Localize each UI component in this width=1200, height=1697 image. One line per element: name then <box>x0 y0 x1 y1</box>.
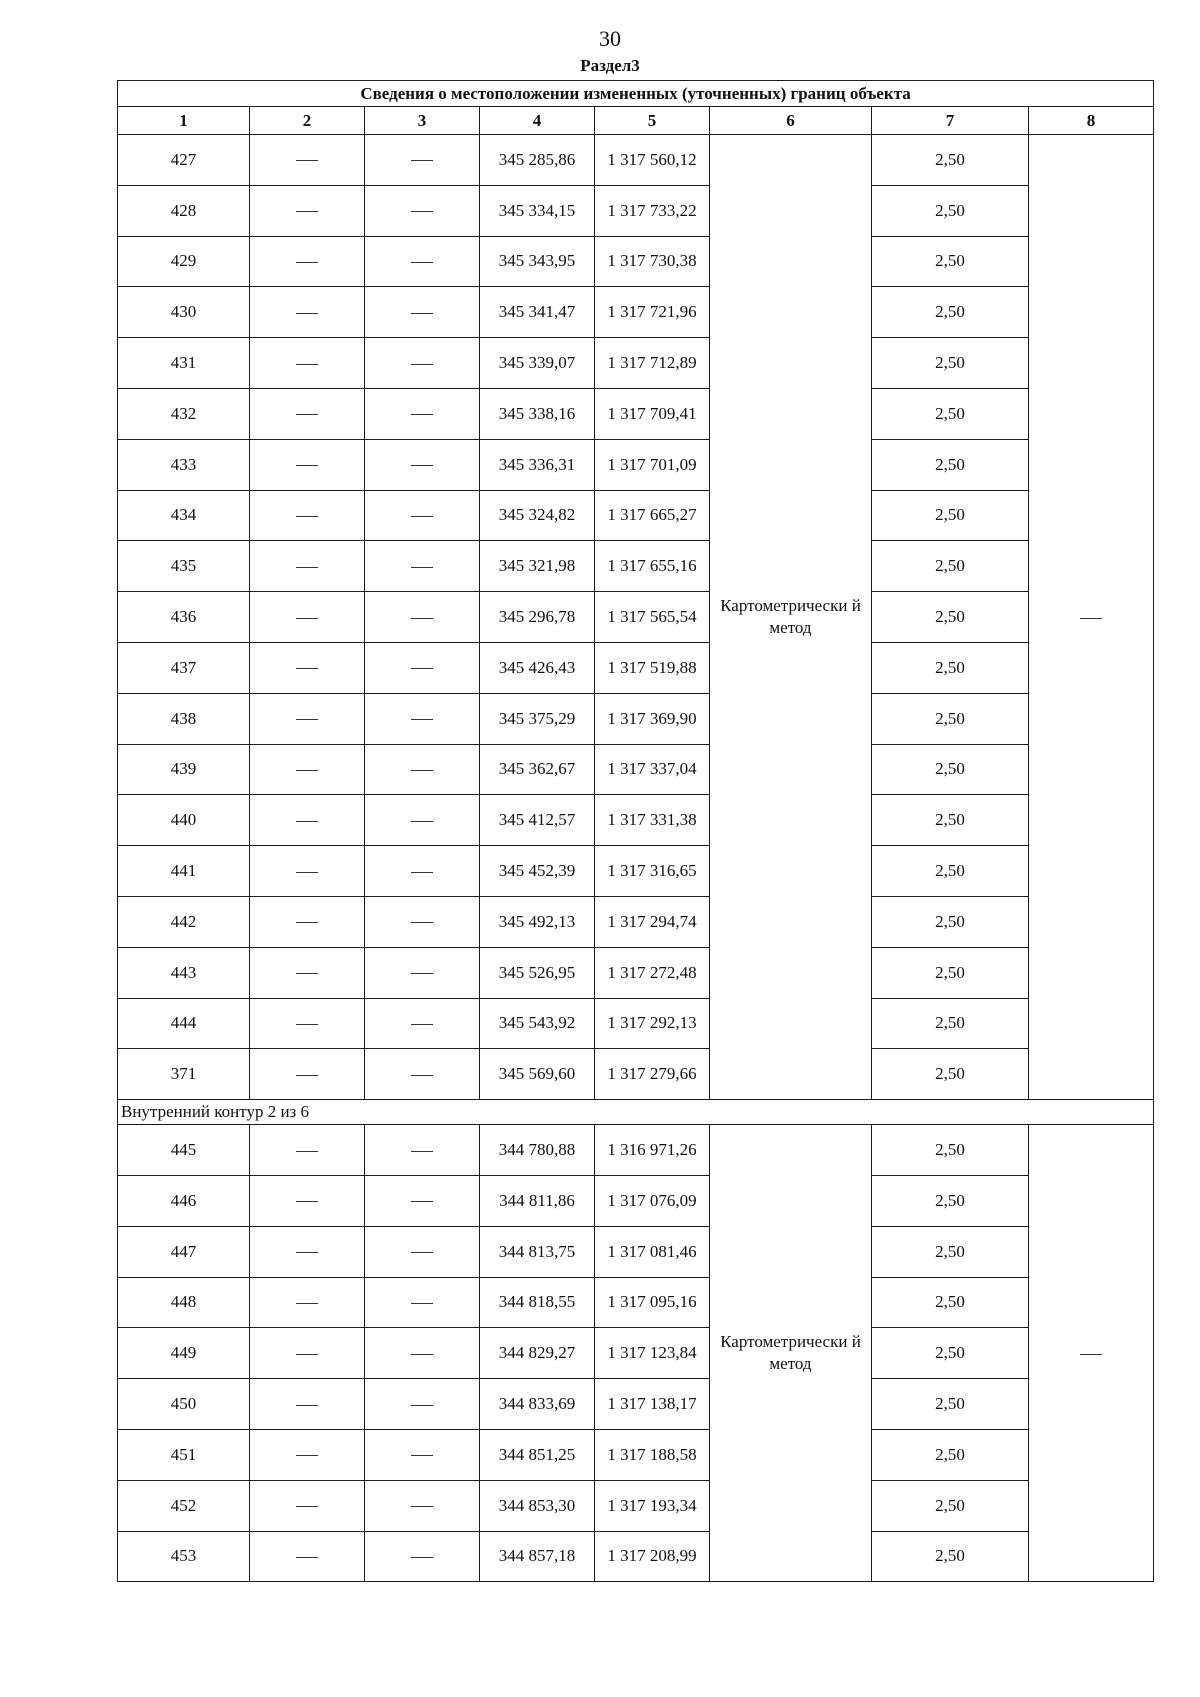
y-coordinate-cell: 1 317 721,96 <box>595 287 710 338</box>
dash-mark <box>296 1354 318 1355</box>
dash-mark <box>411 160 433 161</box>
x-coordinate-cell: 345 334,15 <box>480 185 595 236</box>
table-row <box>118 642 1154 693</box>
col3-cell <box>365 1379 480 1430</box>
col3-cell <box>365 135 480 186</box>
y-coordinate-cell: 1 317 519,88 <box>595 642 710 693</box>
dash-mark <box>411 516 433 517</box>
point-number-cell: 449 <box>118 1328 250 1379</box>
dash-mark <box>296 1557 318 1558</box>
x-coordinate-cell: 345 526,95 <box>480 947 595 998</box>
dash-mark <box>411 770 433 771</box>
col2-cell <box>250 947 365 998</box>
dash-mark <box>296 313 318 314</box>
y-coordinate-cell: 1 317 292,13 <box>595 998 710 1049</box>
dash-mark <box>296 465 318 466</box>
y-coordinate-cell: 1 317 369,90 <box>595 693 710 744</box>
point-number-cell: 432 <box>118 388 250 439</box>
contour-label: Внутренний контур 2 из 6 <box>118 1100 1154 1125</box>
col3-cell <box>365 1226 480 1277</box>
col3-cell <box>365 1277 480 1328</box>
y-coordinate-cell: 1 317 095,16 <box>595 1277 710 1328</box>
dash-mark <box>411 719 433 720</box>
y-coordinate-cell: 1 317 701,09 <box>595 439 710 490</box>
col3-cell <box>365 947 480 998</box>
point-number-cell: 435 <box>118 541 250 592</box>
col3-cell <box>365 388 480 439</box>
col2-cell <box>250 1379 365 1430</box>
column-header: 2 <box>250 107 365 135</box>
table-caption: Сведения о местоположении измененных (уточненных) границ объекта <box>118 81 1154 107</box>
dash-mark <box>296 872 318 873</box>
x-coordinate-cell: 344 829,27 <box>480 1328 595 1379</box>
col3-cell <box>365 338 480 389</box>
dash-mark <box>296 516 318 517</box>
col3-cell <box>365 185 480 236</box>
dash-mark <box>296 618 318 619</box>
col2-cell <box>250 1175 365 1226</box>
y-coordinate-cell: 1 317 123,84 <box>595 1328 710 1379</box>
table-row <box>118 338 1154 389</box>
dash-mark <box>411 262 433 263</box>
precision-cell: 2,50 <box>872 490 1029 541</box>
precision-cell: 2,50 <box>872 1379 1029 1430</box>
x-coordinate-cell: 344 818,55 <box>480 1277 595 1328</box>
precision-cell: 2,50 <box>872 1531 1029 1582</box>
precision-cell: 2,50 <box>872 388 1029 439</box>
precision-cell: 2,50 <box>872 1328 1029 1379</box>
point-number-cell: 451 <box>118 1429 250 1480</box>
col2-cell <box>250 795 365 846</box>
col3-cell <box>365 1175 480 1226</box>
y-coordinate-cell: 1 317 081,46 <box>595 1226 710 1277</box>
x-coordinate-cell: 345 324,82 <box>480 490 595 541</box>
dash-mark <box>296 668 318 669</box>
y-coordinate-cell: 1 317 138,17 <box>595 1379 710 1430</box>
point-number-cell: 447 <box>118 1226 250 1277</box>
x-coordinate-cell: 345 343,95 <box>480 236 595 287</box>
x-coordinate-cell: 344 811,86 <box>480 1175 595 1226</box>
x-coordinate-cell: 344 853,30 <box>480 1480 595 1531</box>
precision-cell: 2,50 <box>872 135 1029 186</box>
page-number: 30 <box>599 26 621 51</box>
col2-cell <box>250 338 365 389</box>
dash-mark <box>411 1075 433 1076</box>
dash-mark <box>296 211 318 212</box>
precision-cell: 2,50 <box>872 1175 1029 1226</box>
dash-mark <box>411 618 433 619</box>
dash-mark <box>296 567 318 568</box>
col2-cell <box>250 490 365 541</box>
dash-mark <box>411 364 433 365</box>
y-coordinate-cell: 1 317 279,66 <box>595 1049 710 1100</box>
col3-cell <box>365 1049 480 1100</box>
y-coordinate-cell: 1 316 971,26 <box>595 1125 710 1176</box>
dash-mark <box>296 1075 318 1076</box>
x-coordinate-cell: 345 321,98 <box>480 541 595 592</box>
coordinates-table <box>117 80 1154 1582</box>
dash-mark <box>411 1024 433 1025</box>
col2-cell <box>250 846 365 897</box>
col3-cell <box>365 744 480 795</box>
y-coordinate-cell: 1 317 188,58 <box>595 1429 710 1480</box>
dash-mark <box>1080 618 1102 619</box>
x-coordinate-cell: 345 341,47 <box>480 287 595 338</box>
table-row <box>118 592 1154 643</box>
table-row <box>118 1049 1154 1100</box>
dash-mark <box>411 1151 433 1152</box>
point-number-cell: 428 <box>118 185 250 236</box>
precision-cell: 2,50 <box>872 947 1029 998</box>
point-number-cell: 434 <box>118 490 250 541</box>
precision-cell: 2,50 <box>872 1429 1029 1480</box>
point-number-cell: 429 <box>118 236 250 287</box>
y-coordinate-cell: 1 317 565,54 <box>595 592 710 643</box>
method-text: Картометрически й метод <box>720 596 861 638</box>
dash-mark <box>1080 1354 1102 1355</box>
y-coordinate-cell: 1 317 665,27 <box>595 490 710 541</box>
col3-cell <box>365 1328 480 1379</box>
table-row <box>118 1480 1154 1531</box>
dash-mark <box>296 1252 318 1253</box>
table-row <box>118 846 1154 897</box>
col2-cell <box>250 1049 365 1100</box>
dash-mark <box>411 465 433 466</box>
column-header: 5 <box>595 107 710 135</box>
x-coordinate-cell: 345 492,13 <box>480 896 595 947</box>
dash-mark <box>296 1506 318 1507</box>
column-header: 1 <box>118 107 250 135</box>
dash-mark <box>296 1201 318 1202</box>
x-coordinate-cell: 345 569,60 <box>480 1049 595 1100</box>
y-coordinate-cell: 1 317 709,41 <box>595 388 710 439</box>
dash-mark <box>296 1024 318 1025</box>
precision-cell: 2,50 <box>872 185 1029 236</box>
col3-cell <box>365 1531 480 1582</box>
point-number-cell: 450 <box>118 1379 250 1430</box>
col2-cell <box>250 287 365 338</box>
y-coordinate-cell: 1 317 193,34 <box>595 1480 710 1531</box>
dash-mark <box>411 313 433 314</box>
y-coordinate-cell: 1 317 076,09 <box>595 1175 710 1226</box>
dash-mark <box>411 1303 433 1304</box>
dash-mark <box>296 1405 318 1406</box>
y-coordinate-cell: 1 317 655,16 <box>595 541 710 592</box>
section-title: Раздел3 <box>580 56 640 75</box>
table-row <box>118 388 1154 439</box>
precision-cell: 2,50 <box>872 1125 1029 1176</box>
x-coordinate-cell: 345 296,78 <box>480 592 595 643</box>
y-coordinate-cell: 1 317 733,22 <box>595 185 710 236</box>
precision-cell: 2,50 <box>872 1480 1029 1531</box>
point-number-cell: 453 <box>118 1531 250 1582</box>
col2-cell <box>250 439 365 490</box>
point-number-cell: 445 <box>118 1125 250 1176</box>
col2-cell <box>250 185 365 236</box>
table-row <box>118 439 1154 490</box>
point-number-cell: 431 <box>118 338 250 389</box>
precision-cell: 2,50 <box>872 338 1029 389</box>
col3-cell <box>365 998 480 1049</box>
dash-mark <box>411 1405 433 1406</box>
point-number-cell: 448 <box>118 1277 250 1328</box>
dash-mark <box>296 364 318 365</box>
point-number-cell: 371 <box>118 1049 250 1100</box>
precision-cell: 2,50 <box>872 1277 1029 1328</box>
point-number-cell: 446 <box>118 1175 250 1226</box>
dash-mark <box>296 1303 318 1304</box>
col2-cell <box>250 896 365 947</box>
dash-mark <box>411 1354 433 1355</box>
x-coordinate-cell: 345 426,43 <box>480 642 595 693</box>
method-cell <box>710 135 872 1100</box>
point-number-cell: 436 <box>118 592 250 643</box>
y-coordinate-cell: 1 317 730,38 <box>595 236 710 287</box>
y-coordinate-cell: 1 317 208,99 <box>595 1531 710 1582</box>
dash-mark <box>411 1252 433 1253</box>
col2-cell <box>250 1480 365 1531</box>
precision-cell: 2,50 <box>872 236 1029 287</box>
column-header: 4 <box>480 107 595 135</box>
col3-cell <box>365 439 480 490</box>
table-row <box>118 1175 1154 1226</box>
point-number-cell: 443 <box>118 947 250 998</box>
x-coordinate-cell: 345 412,57 <box>480 795 595 846</box>
col2-cell <box>250 541 365 592</box>
dash-mark <box>296 922 318 923</box>
precision-cell: 2,50 <box>872 541 1029 592</box>
point-number-cell: 437 <box>118 642 250 693</box>
method-text: Картометрически й метод <box>720 1332 861 1374</box>
dash-mark <box>411 1201 433 1202</box>
table-row <box>118 896 1154 947</box>
col2-cell <box>250 693 365 744</box>
table-row <box>118 744 1154 795</box>
col3-cell <box>365 642 480 693</box>
table-row <box>118 1125 1154 1176</box>
dash-mark <box>296 262 318 263</box>
col3-cell <box>365 287 480 338</box>
table-row <box>118 1379 1154 1430</box>
point-number-cell: 444 <box>118 998 250 1049</box>
x-coordinate-cell: 345 285,86 <box>480 135 595 186</box>
dash-mark <box>411 1455 433 1456</box>
dash-mark <box>411 821 433 822</box>
precision-cell: 2,50 <box>872 592 1029 643</box>
precision-cell: 2,50 <box>872 287 1029 338</box>
table-row <box>118 541 1154 592</box>
col8-cell <box>1029 135 1154 1100</box>
dash-mark <box>296 160 318 161</box>
x-coordinate-cell: 345 543,92 <box>480 998 595 1049</box>
column-header: 8 <box>1029 107 1154 135</box>
col3-cell <box>365 592 480 643</box>
point-number-cell: 430 <box>118 287 250 338</box>
x-coordinate-cell: 344 780,88 <box>480 1125 595 1176</box>
table-row <box>118 287 1154 338</box>
col3-cell <box>365 541 480 592</box>
col3-cell <box>365 1480 480 1531</box>
column-header: 7 <box>872 107 1029 135</box>
table-row <box>118 998 1154 1049</box>
precision-cell: 2,50 <box>872 744 1029 795</box>
contour-label-row <box>118 1100 1154 1125</box>
x-coordinate-cell: 345 362,67 <box>480 744 595 795</box>
x-coordinate-cell: 344 813,75 <box>480 1226 595 1277</box>
col3-cell <box>365 795 480 846</box>
table-row <box>118 1277 1154 1328</box>
point-number-cell: 438 <box>118 693 250 744</box>
col3-cell <box>365 846 480 897</box>
dash-mark <box>296 821 318 822</box>
dash-mark <box>411 973 433 974</box>
dash-mark <box>411 1506 433 1507</box>
dash-mark <box>296 719 318 720</box>
dash-mark <box>411 872 433 873</box>
col2-cell <box>250 1328 365 1379</box>
table-row <box>118 1226 1154 1277</box>
col3-cell <box>365 896 480 947</box>
method-cell <box>710 1125 872 1582</box>
table-row <box>118 1328 1154 1379</box>
table-row <box>118 236 1154 287</box>
col3-cell <box>365 236 480 287</box>
precision-cell: 2,50 <box>872 693 1029 744</box>
col2-cell <box>250 744 365 795</box>
col2-cell <box>250 1226 365 1277</box>
dash-mark <box>411 414 433 415</box>
dash-mark <box>411 922 433 923</box>
point-number-cell: 440 <box>118 795 250 846</box>
table-row <box>118 1531 1154 1582</box>
dash-mark <box>296 770 318 771</box>
x-coordinate-cell: 345 338,16 <box>480 388 595 439</box>
col2-cell <box>250 236 365 287</box>
dash-mark <box>411 567 433 568</box>
col8-cell <box>1029 1125 1154 1582</box>
x-coordinate-cell: 344 851,25 <box>480 1429 595 1480</box>
point-number-cell: 427 <box>118 135 250 186</box>
x-coordinate-cell: 344 857,18 <box>480 1531 595 1582</box>
col3-cell <box>365 1429 480 1480</box>
dash-mark <box>296 973 318 974</box>
col3-cell <box>365 1125 480 1176</box>
col2-cell <box>250 1125 365 1176</box>
precision-cell: 2,50 <box>872 998 1029 1049</box>
y-coordinate-cell: 1 317 712,89 <box>595 338 710 389</box>
column-header: 3 <box>365 107 480 135</box>
col2-cell <box>250 998 365 1049</box>
table-row <box>118 693 1154 744</box>
y-coordinate-cell: 1 317 316,65 <box>595 846 710 897</box>
col2-cell <box>250 592 365 643</box>
table-row <box>118 135 1154 186</box>
col2-cell <box>250 1429 365 1480</box>
x-coordinate-cell: 345 375,29 <box>480 693 595 744</box>
precision-cell: 2,50 <box>872 795 1029 846</box>
table-row <box>118 490 1154 541</box>
y-coordinate-cell: 1 317 560,12 <box>595 135 710 186</box>
table-row <box>118 185 1154 236</box>
dash-mark <box>411 211 433 212</box>
dash-mark <box>296 1455 318 1456</box>
point-number-cell: 442 <box>118 896 250 947</box>
col2-cell <box>250 1531 365 1582</box>
dash-mark <box>296 414 318 415</box>
precision-cell: 2,50 <box>872 439 1029 490</box>
col3-cell <box>365 490 480 541</box>
point-number-cell: 433 <box>118 439 250 490</box>
precision-cell: 2,50 <box>872 1226 1029 1277</box>
table-row <box>118 795 1154 846</box>
dash-mark <box>411 668 433 669</box>
precision-cell: 2,50 <box>872 846 1029 897</box>
column-header: 6 <box>710 107 872 135</box>
dash-mark <box>296 1151 318 1152</box>
precision-cell: 2,50 <box>872 642 1029 693</box>
y-coordinate-cell: 1 317 337,04 <box>595 744 710 795</box>
col3-cell <box>365 693 480 744</box>
y-coordinate-cell: 1 317 272,48 <box>595 947 710 998</box>
point-number-cell: 439 <box>118 744 250 795</box>
x-coordinate-cell: 345 339,07 <box>480 338 595 389</box>
point-number-cell: 452 <box>118 1480 250 1531</box>
col2-cell <box>250 1277 365 1328</box>
x-coordinate-cell: 344 833,69 <box>480 1379 595 1430</box>
table-row <box>118 1429 1154 1480</box>
dash-mark <box>411 1557 433 1558</box>
x-coordinate-cell: 345 452,39 <box>480 846 595 897</box>
table-row <box>118 947 1154 998</box>
col2-cell <box>250 135 365 186</box>
y-coordinate-cell: 1 317 294,74 <box>595 896 710 947</box>
y-coordinate-cell: 1 317 331,38 <box>595 795 710 846</box>
col2-cell <box>250 642 365 693</box>
col2-cell <box>250 388 365 439</box>
precision-cell: 2,50 <box>872 896 1029 947</box>
precision-cell: 2,50 <box>872 1049 1029 1100</box>
point-number-cell: 441 <box>118 846 250 897</box>
x-coordinate-cell: 345 336,31 <box>480 439 595 490</box>
